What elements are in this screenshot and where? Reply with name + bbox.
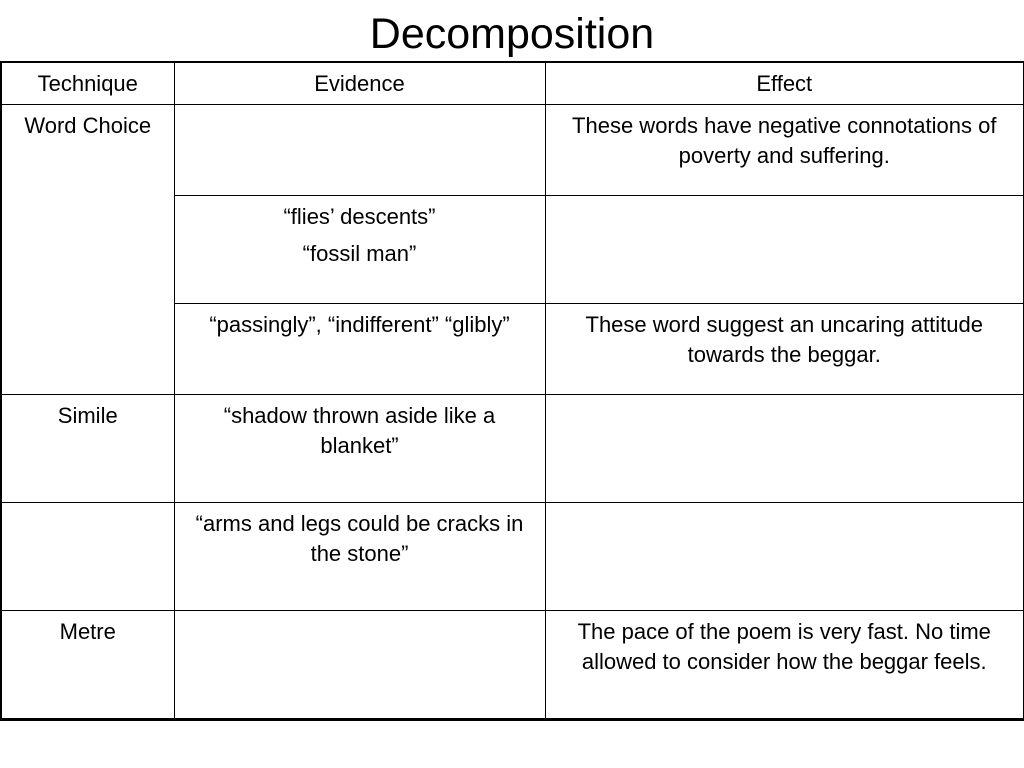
- effect-cell: [545, 394, 1024, 502]
- header-effect: Effect: [545, 62, 1024, 104]
- evidence-cell: “passingly”, “indifferent” “glibly”: [174, 303, 545, 394]
- header-evidence: Evidence: [174, 62, 545, 104]
- table-row: [1, 195, 1024, 303]
- effect-cell: The pace of the poem is very fast. No time allowed to consider how the beggar feels.: [545, 610, 1024, 719]
- evidence-quote: “flies’ descents”: [283, 203, 436, 229]
- effect-cell: [545, 502, 1024, 610]
- evidence-cell: [174, 610, 545, 719]
- technique-cell: Simile: [1, 394, 174, 502]
- technique-cell: [1, 502, 174, 610]
- header-technique: Technique: [1, 62, 174, 104]
- evidence-cell: “shadow thrown aside like a blanket”: [174, 394, 545, 502]
- technique-cell: Word Choice: [1, 104, 174, 195]
- evidence-cell: [174, 195, 545, 303]
- table-row: [1, 610, 1024, 719]
- table-row: [1, 303, 1024, 394]
- evidence-cell: [174, 104, 545, 195]
- technique-cell: Metre: [1, 610, 174, 719]
- evidence-cell: “arms and legs could be cracks in the stone”: [174, 502, 545, 610]
- page-title: Decomposition: [369, 10, 655, 58]
- evidence-quote: “fossil man”: [302, 240, 417, 266]
- table-row: [1, 394, 1024, 502]
- effect-cell: These word suggest an uncaring attitude towards the beggar.: [545, 303, 1024, 394]
- table-row: [1, 104, 1024, 195]
- effect-cell: [545, 195, 1024, 303]
- table-row: [1, 502, 1024, 610]
- table-header-row: [1, 62, 1024, 104]
- effect-cell: These words have negative connotations of poverty and suffering.: [545, 104, 1024, 195]
- technique-cell: [1, 303, 174, 394]
- decomposition-table: [0, 61, 1024, 721]
- technique-cell: [1, 195, 174, 303]
